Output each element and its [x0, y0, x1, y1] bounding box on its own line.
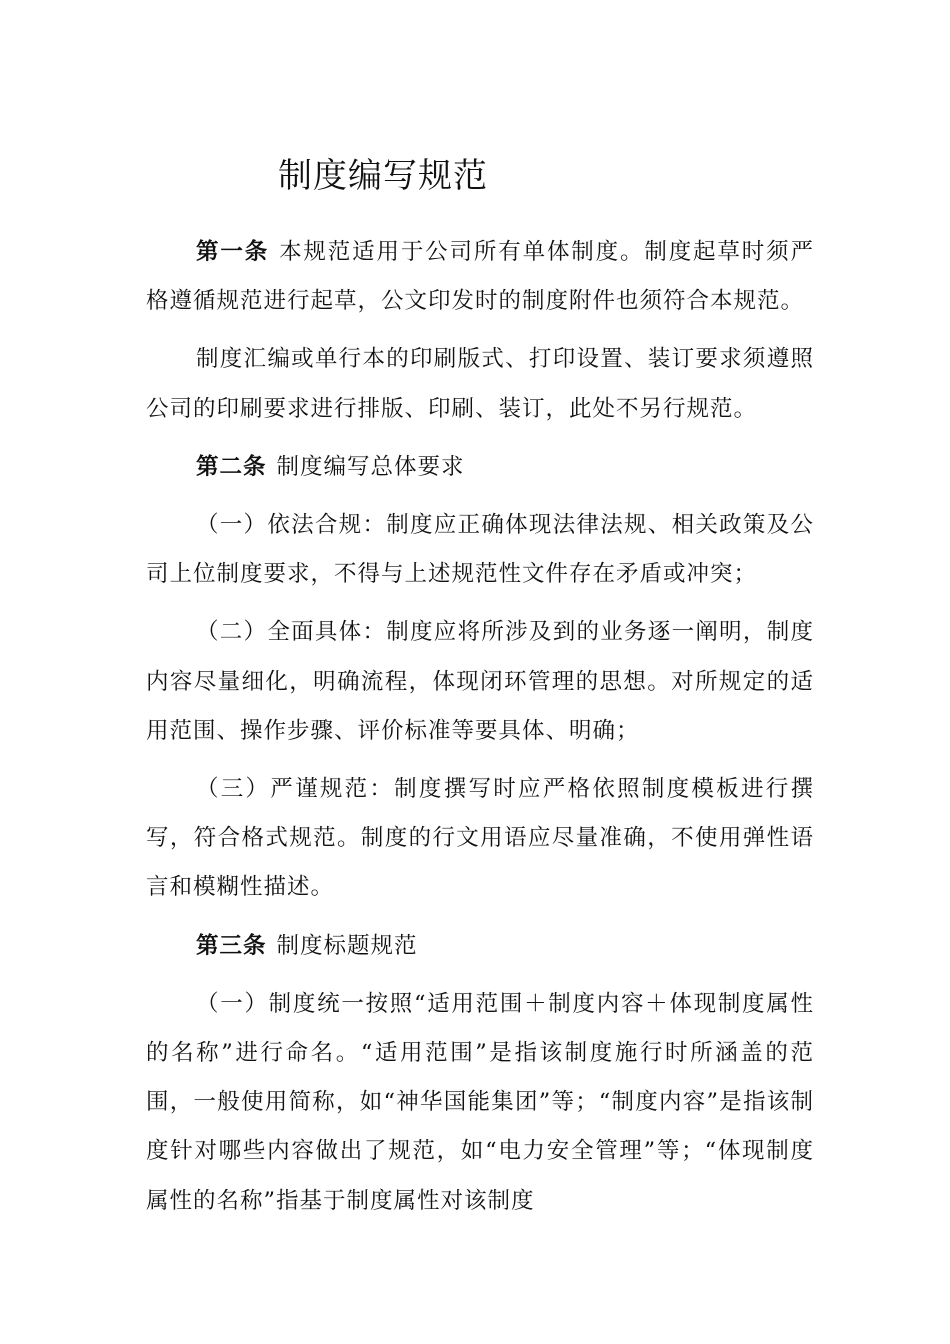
article-1-paragraph [146, 228, 814, 326]
paragraph-text: （三）严谨规范：制度撰写时应严格依照制度模板进行撰写，符合格式规范。制度的行文用语应尽量准确，不使用弹性语言和模糊性描述。 [146, 776, 814, 901]
paragraph-text: 制度编写总体要求 [276, 453, 465, 480]
article-3-paragraph [146, 922, 814, 971]
article-label: 第二条 [196, 453, 267, 480]
article-label: 第三条 [196, 932, 267, 959]
paragraph [146, 765, 814, 913]
paragraph-text: （二）全面具体：制度应将所涉及到的业务逐一阐明，制度内容尽量细化，明确流程，体现闭环管理的思想。对所规定的适用范围、操作步骤、评价标准等要具体、明确； [146, 619, 814, 744]
paragraph [146, 501, 814, 599]
paragraph-text: （一）制度统一按照“适用范围＋制度内容＋体现制度属性的名称”进行命名。“适用范围”是指该制度施行时所涵盖的范围，一般使用简称，如“神华国能集团”等；“制度内容”是指该制度针对哪些内容做出了规范，如“电力安全管理”等；“体现制度属性的名称”指基于制度属性对该制度 [146, 990, 814, 1214]
paragraph-text: 制度标题规范 [276, 932, 418, 959]
paragraph [146, 335, 814, 433]
paragraph-text: 制度汇编或单行本的印刷版式、打印设置、装订要求须遵照公司的印刷要求进行排版、印刷、装订，此处不另行规范。 [146, 346, 814, 422]
article-2-paragraph [146, 443, 814, 492]
document-body [146, 228, 814, 1226]
document-title: 制度编写规范 [278, 156, 488, 196]
paragraph [146, 980, 814, 1226]
paragraph-text: （一）依法合规：制度应正确体现法律法规、相关政策及公司上位制度要求，不得与上述规范性文件存在矛盾或冲突； [146, 512, 814, 588]
paragraph-text: 本规范适用于公司所有单体制度。制度起草时须严格遵循规范进行起草，公文印发时的制度附件也须符合本规范。 [146, 239, 814, 315]
article-label: 第一条 [196, 239, 270, 265]
paragraph [146, 608, 814, 756]
